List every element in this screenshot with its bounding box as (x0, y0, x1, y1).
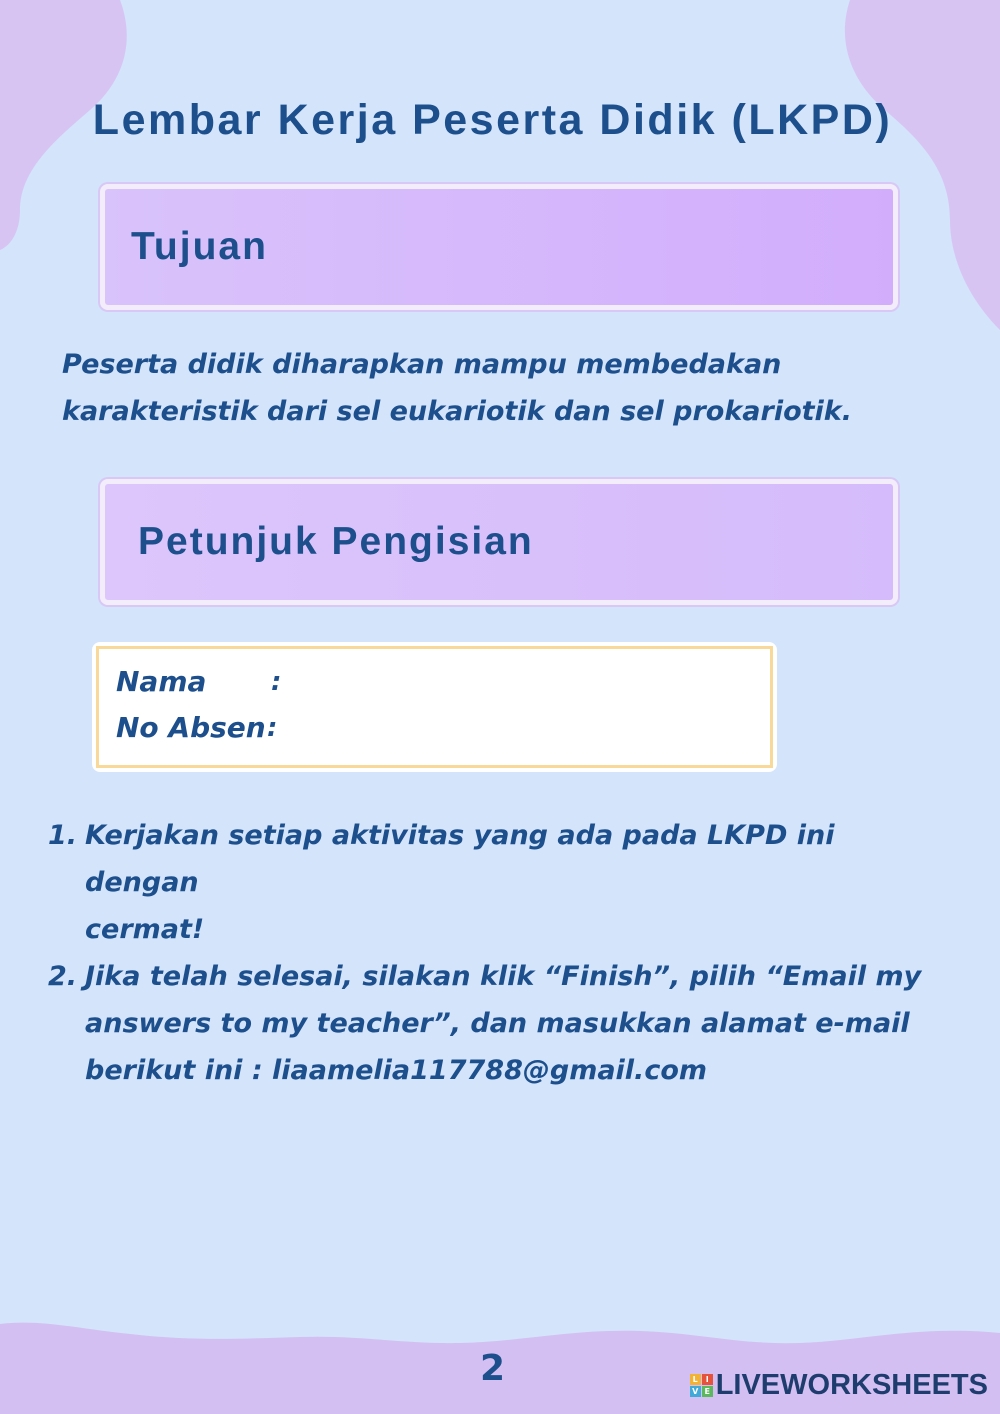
page-number: 2 (479, 1348, 506, 1389)
absen-field[interactable] (285, 713, 645, 743)
name-label: Nama (116, 665, 207, 698)
petunjuk-banner (100, 479, 898, 605)
tujuan-text (62, 341, 942, 435)
instruction-number: 2. (48, 961, 78, 992)
petunjuk-heading: Petunjuk Pengisian (138, 520, 534, 563)
instruction-list (48, 812, 948, 1094)
tujuan-banner (100, 184, 898, 310)
instruction-item (48, 953, 948, 1094)
name-field[interactable] (289, 667, 649, 697)
logo-tile: V (690, 1386, 701, 1397)
instruction-line: Kerjakan setiap aktivitas yang ada pada LKPD ini dengan (85, 820, 835, 898)
logo-tile: L (690, 1374, 701, 1385)
identity-card (92, 642, 777, 772)
tujuan-text-line: karakteristik dari sel eukariotik dan sel prokariotik. (62, 396, 853, 427)
identity-card-frame (96, 646, 773, 768)
logo-tile: E (702, 1386, 713, 1397)
liveworksheets-brand-text: LIVEWORKSHEETS (715, 1369, 988, 1401)
instruction-item (48, 812, 948, 953)
instruction-line: cermat! (85, 914, 205, 945)
absen-colon: : (267, 712, 278, 743)
instruction-line: Jika telah selesai, silakan klik “Finish”, pilih “Email my (85, 961, 922, 992)
absen-label: No Absen (116, 711, 266, 744)
page-title: Lembar Kerja Peserta Didik (LKPD) (92, 96, 893, 144)
liveworksheets-brand[interactable] (690, 1369, 988, 1402)
name-row (116, 665, 649, 698)
logo-tile: I (702, 1374, 713, 1385)
instruction-number: 1. (48, 820, 78, 851)
instruction-line: answers to my teacher”, dan masukkan alamat e-mail (85, 1008, 910, 1039)
name-colon: : (271, 666, 282, 697)
tujuan-text-line: Peserta didik diharapkan mampu membedakan (62, 349, 782, 380)
absen-row (116, 711, 645, 744)
instruction-line: berikut ini : liaamelia117788@gmail.com (85, 1055, 708, 1086)
liveworksheets-logo-icon (690, 1374, 713, 1397)
tujuan-heading: Tujuan (131, 225, 268, 268)
